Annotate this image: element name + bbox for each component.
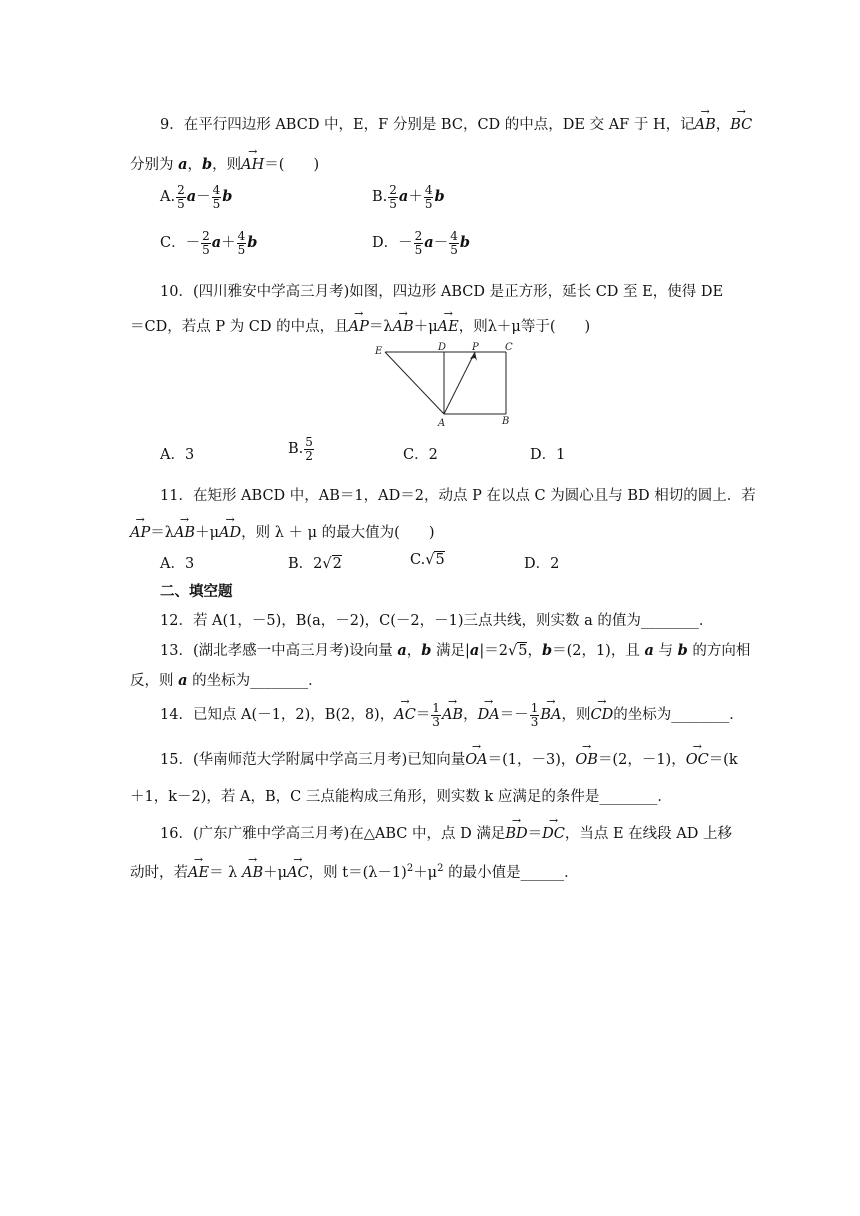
label-d: D: [438, 342, 447, 353]
label-p: P: [472, 342, 479, 353]
q15-line1: 15．(华南师范大学附属中学高三月考)已知向量→ OA＝(1，－3)，→ OB＝(2，－1)，→ OC＝(k: [160, 748, 738, 769]
section-title-fill-in: 二、填空题: [160, 584, 233, 600]
q10-option-a: A．3: [160, 447, 195, 463]
q10-line1: 10．(四川雅安中学高三月考)如图，四边形 ABCD 是正方形，延长 CD 至 E，使得 DE: [160, 284, 724, 300]
q14-text: 14．已知点 A(－1，2)，B(2，8)，→ AC＝ $\frac{1}{3}$ → AB，→ DA＝－ $\frac{1}{3}$ → BA，则→ CD的坐标为________．: [160, 702, 744, 728]
q10-option-c: C．2: [403, 447, 438, 463]
q15-line2: ＋1，k－2)，若 A，B，C 三点能构成三角形，则实数 k 应满足的条件是________．: [130, 789, 672, 805]
q11-line1: 11．在矩形 ABCD 中，AB＝1，AD＝2，动点 P 在以点 C 为圆心且与 BD 相切的圆上．若: [160, 488, 756, 504]
q11-option-a: A．3: [160, 556, 195, 572]
label-e: E: [375, 346, 383, 357]
q10-line2: ＝CD，若点 P 为 CD 的中点，且→ AP＝λ→ AB＋μ→ AE，则λ＋μ等于( ): [130, 315, 590, 336]
q11-option-c: C.√5: [410, 552, 445, 568]
vector-bc: → BC: [730, 117, 752, 133]
q16-line2: 动时，若→ AE＝ λ → AB＋μ→ AC，则 $t=(\lambda-1)^2+\mu^2$ 的最小值是______．: [130, 861, 579, 882]
q10-square-figure: [372, 340, 522, 430]
vector-ah: → AH: [241, 157, 264, 173]
label-c: C: [505, 342, 513, 353]
vector-ab: → AB: [695, 117, 716, 133]
q9-option-d: D．－ $\frac{2}{5}$ a－ $\frac{4}{5}$ b: [372, 229, 470, 257]
q11-option-d: D．2: [524, 556, 560, 572]
q13-line1: 13．(湖北孝感一中高三月考)设向量 a，b 满足|a|＝2√5，b＝(2，1)，且 a 与 b 的方向相: [160, 642, 751, 659]
q9-line1: 9．在平行四边形 ABCD 中，E，F 分别是 BC，CD 的中点，DE 交 AF 于 H，记→ AB，→ BC: [160, 113, 752, 134]
q12-text: 12．若 A(1，－5)，B(a，－2)，C(－2，－1)三点共线，则实数 a 的值为________．: [160, 613, 714, 629]
q9-line2: 分别为 a，b，则→ AH＝( ): [130, 153, 319, 174]
q10-option-d: D．1: [530, 447, 566, 463]
q9-option-b: B. $\frac{2}{5}$ a＋ $\frac{4}{5}$ b: [372, 183, 445, 211]
label-a: A: [438, 418, 446, 429]
q13-line2: 反，则 a 的坐标为________．: [130, 672, 323, 689]
q16-line1: 16．(广东广雅中学高三月考)在△ABC 中，点 D 满足→ BD＝→ DC，当点 E 在线段 AD 上移: [160, 822, 732, 843]
q10-option-b: B. $\frac{5}{2}$: [288, 435, 313, 463]
q11-option-b: B．2√2: [288, 556, 342, 572]
q11-line2: → AP＝λ→ AB＋μ→ AD，则 λ ＋ μ 的最大值为( ): [130, 521, 435, 542]
label-b: B: [502, 416, 510, 427]
q9-option-c: C．－ $\frac{2}{5}$ a＋ $\frac{4}{5}$ b: [160, 229, 258, 257]
q9-option-a: A. $\frac{2}{5}$ a－ $\frac{4}{5}$ b: [160, 183, 233, 211]
